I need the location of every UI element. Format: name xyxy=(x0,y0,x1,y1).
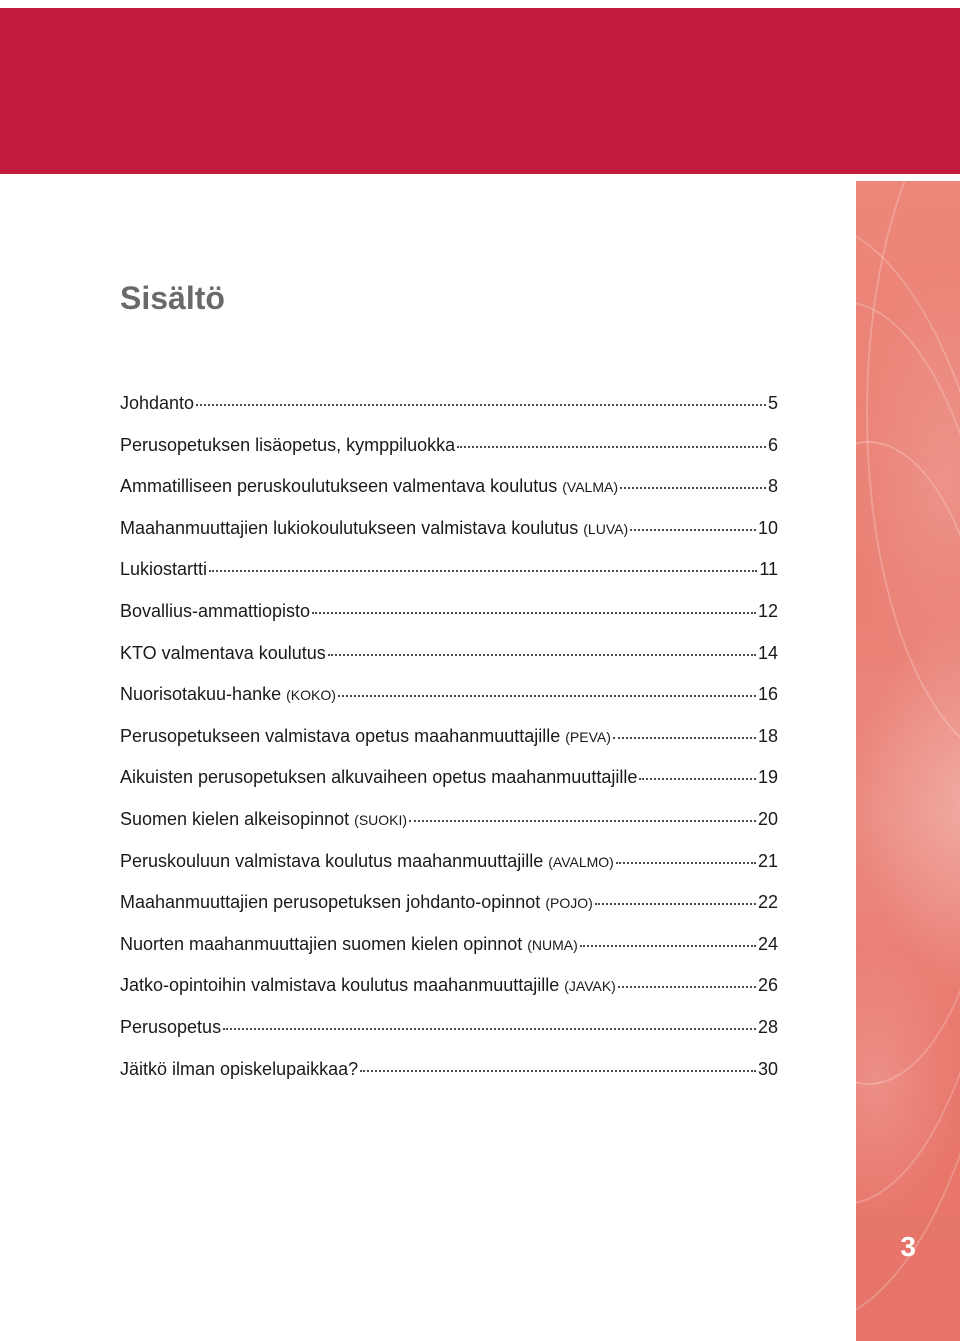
toc-entry[interactable] xyxy=(120,934,778,976)
toc-entry-title: Jäitkö ilman opiskelupaikkaa? xyxy=(120,1058,359,1079)
toc-entry[interactable] xyxy=(120,767,778,809)
toc-entry-abbreviation: (JAVAK) xyxy=(564,978,616,995)
toc-entry[interactable] xyxy=(120,851,778,893)
toc-entry-title: Jatko-opintoihin valmistava koulutus maahanmuuttajille xyxy=(120,975,560,996)
toc-entry[interactable] xyxy=(120,892,778,934)
toc-entry-page-number: 28 xyxy=(757,1016,778,1037)
toc-entry-page-number: 30 xyxy=(757,1058,778,1079)
toc-entry-page-number: 19 xyxy=(757,767,778,788)
dot-leader xyxy=(613,737,756,739)
toc-entry-page-number: 18 xyxy=(757,725,778,746)
dot-leader xyxy=(223,1028,756,1030)
dot-leader xyxy=(620,487,766,489)
dot-leader xyxy=(616,862,756,864)
toc-entry[interactable] xyxy=(120,476,778,518)
toc-entry-page-number: 11 xyxy=(759,559,778,580)
toc-entry-title: Maahanmuuttajien lukiokoulutukseen valmistava koulutus xyxy=(120,517,579,538)
toc-entry-title: Lukiostartti xyxy=(120,559,208,580)
table-of-contents xyxy=(120,393,778,1100)
page-number: 3 xyxy=(900,1231,916,1262)
toc-entry-abbreviation: (NUMA) xyxy=(527,936,578,953)
toc-entry-page-number: 26 xyxy=(757,975,778,996)
page-title: Sisältö xyxy=(120,280,225,316)
toc-entry-page-number: 10 xyxy=(757,517,778,538)
toc-entry-page-number: 24 xyxy=(757,933,778,954)
dot-leader xyxy=(595,903,756,905)
toc-entry[interactable] xyxy=(120,518,778,560)
toc-entry[interactable] xyxy=(120,1059,778,1101)
toc-entry-title: Johdanto xyxy=(120,393,195,413)
toc-entry[interactable] xyxy=(120,559,778,601)
toc-entry-page-number: 20 xyxy=(757,808,778,829)
toc-entry-page-number: 21 xyxy=(757,850,778,871)
toc-entry-title: Peruskouluun valmistava koulutus maahanmuuttajille xyxy=(120,850,544,871)
dot-leader xyxy=(209,570,757,572)
toc-entry[interactable] xyxy=(120,1017,778,1059)
dot-leader xyxy=(196,404,766,406)
toc-entry-title: Perusopetukseen valmistava opetus maahanmuuttajille xyxy=(120,725,561,746)
toc-entry-abbreviation: (LUVA) xyxy=(583,520,629,537)
toc-entry-page-number: 8 xyxy=(767,476,778,497)
toc-entry-title: Nuorisotakuu-hanke xyxy=(120,684,282,705)
dot-leader xyxy=(338,695,756,697)
decorative-side-panel xyxy=(856,181,960,1341)
toc-entry-abbreviation: (PEVA) xyxy=(565,728,611,745)
toc-entry[interactable] xyxy=(120,601,778,643)
toc-entry-page-number: 6 xyxy=(767,434,778,455)
toc-entry-title: Bovallius-ammattiopisto xyxy=(120,600,311,621)
dot-leader xyxy=(312,612,756,614)
toc-entry-page-number: 14 xyxy=(757,642,778,663)
toc-entry-page-number: 5 xyxy=(767,393,778,413)
toc-entry[interactable] xyxy=(120,643,778,685)
dot-leader xyxy=(457,446,766,448)
toc-entry-title: Ammatilliseen peruskoulutukseen valmentava koulutus xyxy=(120,476,558,497)
dot-leader xyxy=(630,529,756,531)
toc-entry-title: Suomen kielen alkeisopinnot xyxy=(120,808,350,829)
toc-entry-page-number: 22 xyxy=(757,892,778,913)
toc-entry[interactable] xyxy=(120,435,778,477)
toc-entry-title: Perusopetus xyxy=(120,1016,222,1037)
toc-entry-title: Perusopetuksen lisäopetus, kymppiluokka xyxy=(120,434,456,455)
dot-leader xyxy=(328,654,756,656)
dot-leader xyxy=(409,820,756,822)
toc-entry[interactable] xyxy=(120,809,778,851)
toc-entry-abbreviation: (KOKO) xyxy=(286,687,336,704)
toc-entry-title: Maahanmuuttajien perusopetuksen johdanto-opinnot xyxy=(120,892,541,913)
dot-leader xyxy=(618,986,756,988)
header-color-band xyxy=(0,8,960,174)
toc-entry-page-number: 16 xyxy=(757,684,778,705)
toc-entry-title: Aikuisten perusopetuksen alkuvaiheen opetus maahanmuuttajille xyxy=(120,767,638,788)
toc-entry-abbreviation: (SUOKI) xyxy=(354,811,408,828)
toc-entry-abbreviation: (VALMA) xyxy=(562,479,618,496)
toc-entry-abbreviation: (AVALMO) xyxy=(548,853,614,870)
toc-entry-abbreviation: (POJO) xyxy=(545,895,593,912)
toc-entry[interactable] xyxy=(120,975,778,1017)
toc-entry[interactable] xyxy=(120,393,778,435)
toc-entry-title: KTO valmentava koulutus xyxy=(120,642,326,663)
toc-entry[interactable] xyxy=(120,684,778,726)
toc-entry-page-number: 12 xyxy=(757,600,778,621)
toc-entry-title: Nuorten maahanmuuttajien suomen kielen opinnot xyxy=(120,933,523,954)
toc-entry[interactable] xyxy=(120,726,778,768)
dot-leader xyxy=(580,945,756,947)
dot-leader xyxy=(360,1070,756,1072)
dot-leader xyxy=(639,778,756,780)
